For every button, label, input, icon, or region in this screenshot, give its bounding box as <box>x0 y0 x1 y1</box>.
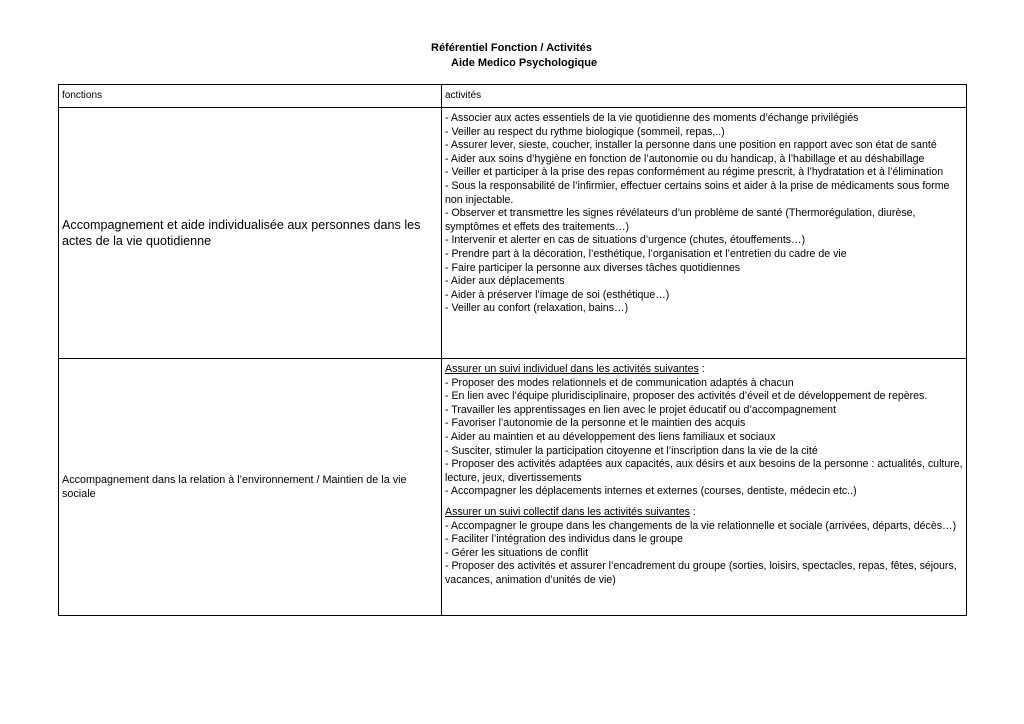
activity-item: - Sous la responsabilité de l’infirmier, effectuer certains soins et aider à la prise de médicaments sous forme non injectable. <box>445 179 950 206</box>
activity-item: - Aider au maintien et au développement des liens familiaux et sociaux <box>445 430 776 443</box>
activity-item: - Faire participer la personne aux diverses tâches quotidiennes <box>445 261 741 274</box>
section-heading-text: Assurer un suivi individuel dans les activités suivantes <box>445 363 699 375</box>
activity-item: - Susciter, stimuler la participation citoyenne et l’inscription dans la vie de la cité <box>445 444 818 457</box>
activity-item: - Travailler les apprentissages en lien avec le projet éducatif ou d’accompagnement <box>445 403 837 416</box>
section-heading-text: Assurer un suivi collectif dans les activités suivantes <box>445 505 690 518</box>
table-header-row <box>59 85 967 108</box>
activity-item: - Observer et transmettre les signes révélateurs d’un problème de santé (Thermorégulation, diurèse, symptômes et effets des traitements…) <box>445 207 916 233</box>
activity-list <box>445 377 963 499</box>
section-heading <box>445 506 963 520</box>
activity-item: - Veiller et participer à la prise des repas conformément au régime prescrit, à l’hydratation et à l’élimination <box>445 166 944 179</box>
activity-item: - En lien avec l’équipe pluridisciplinaire, proposer des activités d’éveil et de développement de repères. <box>445 390 928 403</box>
section-gap <box>445 499 963 506</box>
activity-item: - Proposer des activités et assurer l’encadrement du groupe (sorties, loisirs, spectacles, repas, fêtes, séjours, vacances, animation d’unités de vie) <box>445 560 957 586</box>
activity-item: - Faciliter l’intégration des individus dans le groupe <box>445 533 683 546</box>
section-heading-suffix: : <box>689 505 696 518</box>
header-activites: activités <box>442 85 967 108</box>
section-heading <box>445 363 963 377</box>
table-row <box>59 359 967 616</box>
activity-item: - Prendre part à la décoration, l’esthétique, l’organisation et l’entretien du cadre de vie <box>445 247 847 260</box>
activity-item: - Veiller au confort (relaxation, bains…) <box>445 302 629 315</box>
activity-item: - Accompagner le groupe dans les changements de la vie relationnelle et sociale (arrivées, départs, décès…) <box>445 519 957 532</box>
title-line-1: Référentiel Fonction / Activités <box>431 42 592 54</box>
activity-item: - Associer aux actes essentiels de la vie quotidienne des moments d’échange privilégiés <box>445 112 859 124</box>
activity-item: - Aider à préserver l’image de soi (esthétique…) <box>445 288 670 301</box>
title-line-2: Aide Medico Psychologique <box>451 57 598 69</box>
activity-item: - Proposer des modes relationnels et de communication adaptés à chacun <box>445 376 794 389</box>
activity-item: - Favoriser l’autonomie de la personne et le maintien des acquis <box>445 417 746 430</box>
activity-list <box>445 112 963 316</box>
table-row <box>59 108 967 359</box>
section-heading-suffix: : <box>698 363 705 375</box>
activites-cell <box>442 108 967 359</box>
activites-cell <box>442 359 967 616</box>
activity-item: - Veiller au respect du rythme biologique (sommeil, repas,..) <box>445 125 725 138</box>
header-fonctions: fonctions <box>59 85 442 108</box>
activity-item: - Accompagner les déplacements internes et externes (courses, dentiste, médecin etc..) <box>445 485 857 498</box>
activity-item: - Gérer les situations de conflit <box>445 546 589 559</box>
activity-item: - Proposer des activités adaptées aux capacités, aux désirs et aux besoins de la personne : actualités, culture, lecture, jeux, divertissements <box>445 458 963 484</box>
activity-item: - Intervenir et alerter en cas de situations d’urgence (chutes, étouffements…) <box>445 234 806 247</box>
activity-item: - Assurer lever, sieste, coucher, installer la personne dans une position en rapport avec son état de santé <box>445 139 937 152</box>
activity-list <box>445 520 963 588</box>
fonction-cell: Accompagnement et aide individualisée aux personnes dans les actes de la vie quotidienne <box>59 108 442 359</box>
activity-item: - Aider aux soins d’hygiène en fonction de l’autonomie ou du handicap, à l’habillage et au déshabillage <box>445 152 925 165</box>
activity-item: - Aider aux déplacements <box>445 275 565 288</box>
fonction-cell: Accompagnement dans la relation à l’environnement / Maintien de la vie sociale <box>59 359 442 616</box>
referentiel-table <box>58 84 967 616</box>
